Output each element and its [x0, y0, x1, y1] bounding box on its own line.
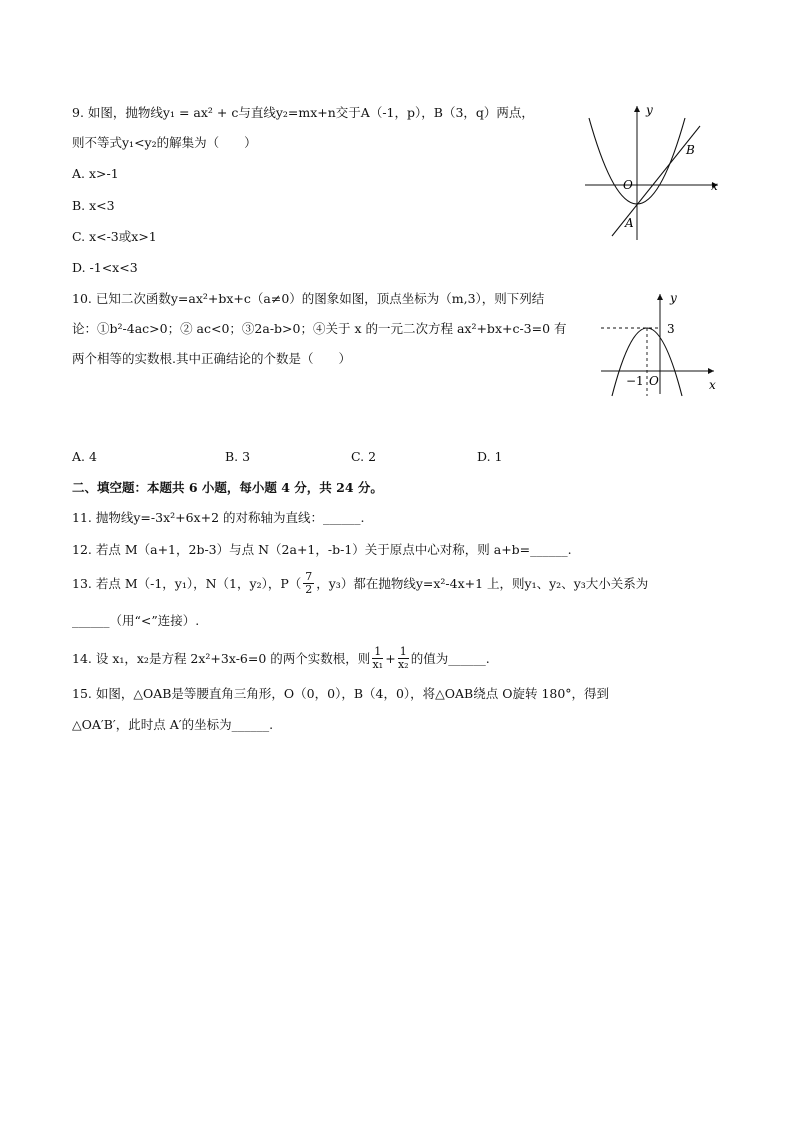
q15-line2: △OA′B′，此时点 A′的坐标为______.: [72, 717, 274, 732]
q10-line2: 论：①b²-4ac>0；② ac<0；③2a-b>0；④关于 x 的一元二次方程 ax²+bx+c-3=0 有: [72, 321, 567, 336]
q13-fraction-denominator: 2: [305, 583, 313, 596]
q9-option-c: C. x<-3或x>1: [72, 229, 157, 244]
y-axis-label: y: [670, 291, 677, 305]
q13-fraction-numerator: 7: [305, 570, 313, 583]
q14-fraction-2: [398, 646, 409, 671]
q14-fraction-2-denominator: x₂: [397, 658, 409, 671]
origin-label: O: [649, 374, 659, 388]
q14-part1: 14. 设 x₁，x₂是方程 2x²+3x-6=0 的两个实数根，则: [72, 650, 371, 666]
x-axis-label: x: [709, 378, 716, 392]
q9-option-d: D. -1<x<3: [72, 260, 138, 275]
section-heading: 二、填空题：本题共 6 小题，每小题 4 分，共 24 分。: [72, 480, 383, 495]
x-axis-label: x: [711, 179, 718, 193]
q13-line1: [72, 571, 648, 596]
q9-figure: [580, 100, 725, 245]
tick-label-neg1: −1: [626, 374, 644, 388]
q14-fraction-1: [372, 646, 383, 671]
q10-figure: [596, 288, 726, 398]
q10-option-d: D. 1: [477, 449, 503, 464]
q13-fraction: [303, 571, 314, 596]
q10-line3: 两个相等的实数根.其中正确结论的个数是（ ）: [72, 351, 351, 366]
q9-option-a: A. x>-1: [72, 166, 119, 181]
q14-fraction-1-numerator: 1: [374, 645, 382, 658]
q13-line2: ______（用“<”连接）.: [72, 613, 200, 628]
tick-label-3: 3: [667, 322, 675, 336]
q11: 11. 抛物线y=-3x²+6x+2 的对称轴为直线：______.: [72, 510, 365, 525]
q9-line1: 9. 如图，抛物线y₁ = ax² + c与直线y₂=mx+n交于A（-1，p），B（3，q）两点，: [72, 105, 534, 120]
q13-part1: 13. 若点 M（-1，y₁），N（1，y₂），P（: [72, 575, 302, 591]
q10-option-a: A. 4: [72, 449, 97, 464]
q10-line1: 10. 已知二次函数y=ax²+bx+c（a≠0）的图象如图，顶点坐标为（m,3），则下列结: [72, 291, 545, 306]
q12: 12. 若点 M（a+1，2b-3）与点 N（2a+1，-b-1）关于原点中心对称，则 a+b=______.: [72, 542, 572, 557]
point-b-label: B: [686, 143, 695, 157]
q14-fraction-1-denominator: x₁: [372, 658, 384, 671]
q15-line1: 15. 如图，△OAB是等腰直角三角形，O（0，0），B（4，0），将△OAB绕点 O旋转 180°，得到: [72, 686, 610, 701]
q14-plus: +: [385, 650, 396, 666]
y-axis-label: y: [646, 103, 653, 117]
q10-option-b: B. 3: [225, 449, 251, 464]
parabola-curve: [612, 328, 682, 396]
point-a-label: A: [625, 216, 634, 230]
q9-option-b: B. x<3: [72, 198, 115, 213]
q9-line2: 则不等式y₁<y₂的解集为（ ）: [72, 135, 257, 150]
q13-part2: ，y₃）都在抛物线y=x²-4x+1 上，则y₁、y₂、y₃大小关系为: [316, 575, 649, 591]
origin-label: O: [623, 178, 633, 192]
q10-option-c: C. 2: [351, 449, 377, 464]
q14-part2: 的值为______.: [410, 650, 490, 666]
q14-fraction-2-numerator: 1: [399, 645, 407, 658]
q14-line: [72, 646, 490, 671]
